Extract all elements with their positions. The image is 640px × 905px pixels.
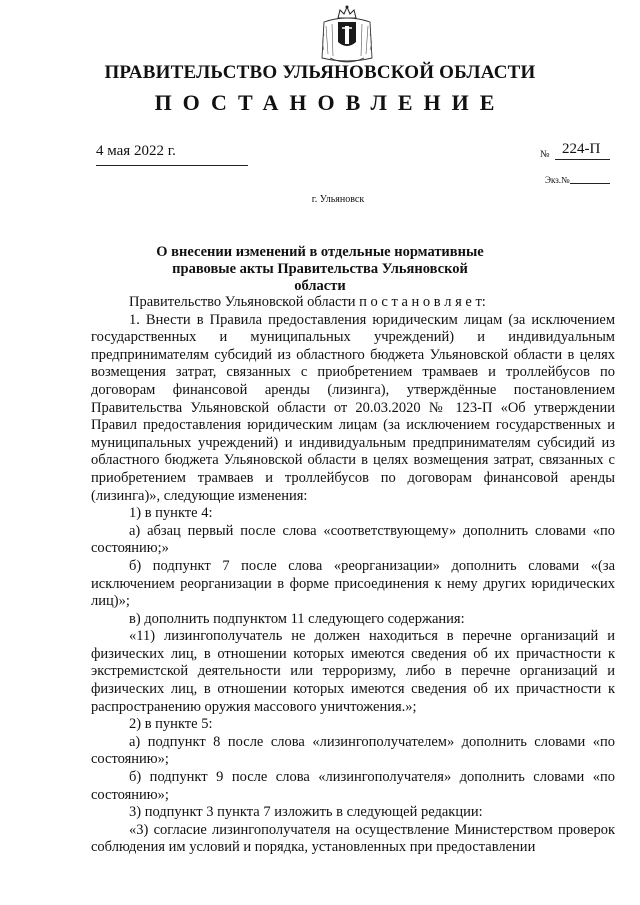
coat-of-arms-icon xyxy=(318,4,376,66)
number-underline xyxy=(555,159,610,160)
paragraph: б) подпункт 9 после слова «лизингополучателя» дополнить словами «по состоянию»; xyxy=(91,769,615,803)
government-name: ПРАВИТЕЛЬСТВО УЛЬЯНОВСКОЙ ОБЛАСТИ xyxy=(104,62,536,83)
number-sign: № xyxy=(540,149,550,160)
paragraph: 1. Внести в Правила предоставления юридическим лицам (за исключением государственных и муниципальных учреждений) и индивидуальным предпринимателям субсидий из областного бюджета Ульяновской области в целях возмещения затрат, связанных с приобретением трамваев и троллейбусов по договорам финансовой аренды (лизинга), утверждённые постановлением Правительства Ульяновской области от 20.03.2020 № 123-П «Об утверждении Правил предоставления юридическим лицам (за исключением государственных и муниципальных учреждений) и индивидуальным предпринимателям субсидий из областного бюджета Ульяновской области в целях возмещения затрат, связанных с приобретением трамваев и троллейбусов по договорам финансовой аренды (лизинга)», следующие изменения: xyxy=(91,311,615,504)
decree-number: 224-П xyxy=(562,141,601,157)
paragraph: а) подпункт 8 после слова «лизингополучателем» дополнить словами «по состоянию»; xyxy=(91,733,615,768)
copy-number-underline xyxy=(570,183,610,184)
paragraph: в) дополнить подпунктом 11 следующего содержания: xyxy=(129,610,465,627)
paragraph: а) абзац первый после слова «соответствующему» дополнить словами «по состоянию;» xyxy=(91,522,615,557)
paragraph: б) подпункт 7 после слова «реорганизации» дополнить словами «(за исключением реорганизации в форме присоединения к нему других юридических лиц)»; xyxy=(91,557,615,610)
paragraph: Правительство Ульяновской области п о с т а н о в л я е т: xyxy=(129,294,486,310)
city-name: г. Ульяновск xyxy=(311,194,365,205)
decree-body xyxy=(91,294,615,857)
decree-title: О внесении изменений в отдельные нормативные правовые акты Правительства Ульяновской области xyxy=(156,244,484,294)
paragraph: 3) подпункт 3 пункта 7 изложить в следующей редакции: xyxy=(129,804,483,821)
paragraph: 2) в пункте 5: xyxy=(129,716,213,733)
paragraph: «3) согласие лизингополучателя на осуществление Министерством проверок соблюдения им условий и порядка, установленных при предоставлении xyxy=(91,821,615,856)
paragraph: «11) лизингополучатель не должен находиться в перечне организаций и физических лиц, в отношении которых имеются сведения об их причастности к экстремистской деятельности или терроризму, либо в перечне организаций и физических лиц, в отношении которых имеются сведения об их причастности к распространению оружия массового уничтожения.»; xyxy=(91,628,615,715)
paragraph: 1) в пункте 4: xyxy=(129,505,213,522)
document-type: ПОСТАНОВЛЕНИЕ xyxy=(154,90,506,115)
copy-number-label: Экз.№ xyxy=(545,175,570,185)
date-underline xyxy=(96,165,248,166)
decree-date: 4 мая 2022 г. xyxy=(96,143,176,159)
